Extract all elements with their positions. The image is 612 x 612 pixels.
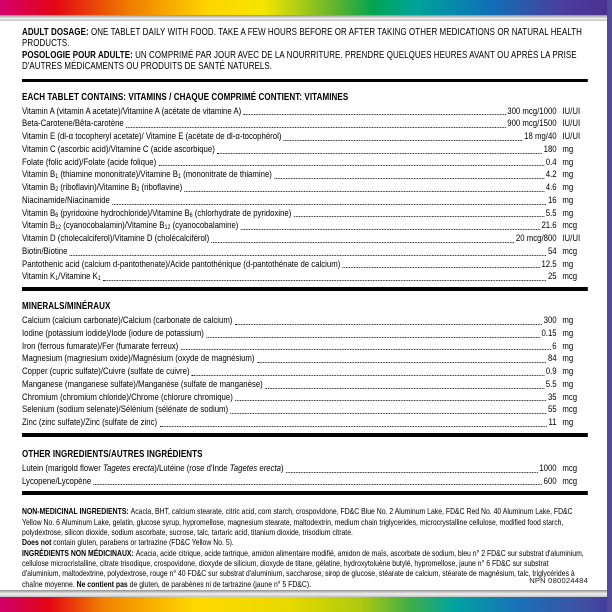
ingredient-value: 900 mcg/1500 xyxy=(507,118,557,130)
ingredient-row xyxy=(22,182,588,195)
ingredient-label: Vitamin $B_6$ (pyridoxine hydrochloride)/Vitamine $B_6$ (chlorhydrate de pyridoxine) xyxy=(22,207,292,219)
minerals-list xyxy=(22,315,588,430)
ingredient-row xyxy=(22,315,588,328)
ingredient-label: Copper (cupric sulfate)/Cuivre (sulfate de cuivre) xyxy=(22,366,190,378)
ingredient-unit: mg xyxy=(562,327,574,339)
ingredient-unit: mcg xyxy=(562,245,578,257)
non-medicinal-block xyxy=(22,506,588,589)
ingredient-value: 6 xyxy=(552,340,557,352)
dot-leader xyxy=(70,255,546,256)
dot-leader xyxy=(231,413,547,414)
non-medicinal-text: Ne contient pas xyxy=(76,578,128,589)
ingredient-row xyxy=(22,208,588,221)
ingredient-value: 5.5 xyxy=(545,378,557,390)
spine-stripe xyxy=(607,0,612,612)
ingredient-label: Chromium (chromium chloride)/Chrome (chlorure chromique) xyxy=(22,391,233,403)
vitamins-heading: EACH TABLET CONTAINS: VITAMINS / CHAQUE COMPRIMÉ CONTIENT: VITAMINES xyxy=(22,91,349,103)
ingredient-row xyxy=(22,476,588,489)
ingredient-row xyxy=(22,246,588,259)
ingredient-unit: mg xyxy=(562,143,574,155)
dot-leader xyxy=(235,400,546,401)
ingredient-unit: mcg xyxy=(562,475,578,487)
rainbow-bar-top xyxy=(0,0,612,15)
ingredient-label: Vitamin $K_1$/Vitamine $K_1$ xyxy=(22,271,101,283)
non-medicinal-paragraph xyxy=(22,506,588,537)
non-medicinal-text: Acacia, BHT, calcium stearate, citric acid, corn starch, crospovidone, FD&C Blue No. 2 Aluminum Lake, FD&C Red No. 40 Aluminum Lake, FD&C Yellow No. 6 Aluminum Lake, gelatin, glucose syrup, hypromellose, magnesium stearate, maltodextrin, medium chain triglycerides, microcrystalline cellulose, modified food starch, polydextrose, silicon dioxide, sodium ascorbate, sucrose, talc, tartaric acid, titanium dioxide, trisodium citrate. xyxy=(22,506,573,538)
ingredient-row xyxy=(22,463,588,476)
dot-leader xyxy=(241,229,540,230)
ingredient-row xyxy=(22,220,588,233)
ingredient-unit: mg xyxy=(562,156,574,168)
label-content xyxy=(22,27,588,589)
other-ingredients-list xyxy=(22,463,588,489)
dot-leader xyxy=(206,337,539,338)
ingredient-unit: mcg xyxy=(562,271,578,283)
dot-leader xyxy=(192,375,544,376)
ingredient-unit: IU/UI xyxy=(562,131,581,143)
vitamins-list xyxy=(22,106,588,285)
ingredient-row xyxy=(22,106,588,119)
ingredient-row xyxy=(22,404,588,417)
ingredient-unit: mg xyxy=(562,194,574,206)
ingredient-row xyxy=(22,366,588,379)
dot-leader xyxy=(343,267,540,268)
ingredient-value: 300 mcg/1000 xyxy=(507,105,557,117)
silver-bar-top xyxy=(0,15,612,21)
ingredient-row xyxy=(22,233,588,246)
ingredient-row xyxy=(22,271,588,284)
ingredient-label: Lutein (marigold flower Tagetes erecta)/Lutéine (rose d'Inde Tagetes erecta) xyxy=(22,462,284,474)
ingredient-row xyxy=(22,341,588,354)
ingredient-unit: mg xyxy=(562,366,574,378)
ingredient-value: 20 mcg/800 xyxy=(515,233,557,245)
ingredient-value: 300 xyxy=(543,315,557,327)
ingredient-label: Biotin/Biotine xyxy=(22,245,68,257)
dot-leader xyxy=(286,472,538,473)
non-medicinal-paragraph xyxy=(22,537,588,547)
ingredient-unit: mcg xyxy=(562,462,578,474)
ingredient-row xyxy=(22,417,588,430)
ingredient-row xyxy=(22,118,588,131)
ingredient-unit: mcg xyxy=(562,404,578,416)
ingredient-value: 4.6 xyxy=(545,182,557,194)
ingredient-row xyxy=(22,157,588,170)
dot-leader xyxy=(212,242,515,243)
ingredient-row xyxy=(22,131,588,144)
ingredient-value: 18 mg/40 xyxy=(524,131,557,143)
dot-leader xyxy=(274,178,544,179)
ingredient-value: 11 xyxy=(548,417,557,429)
ingredient-value: 0.4 xyxy=(545,156,557,168)
ingredient-label: Lycopene/Lycopène xyxy=(22,475,92,487)
ingredient-row xyxy=(22,144,588,157)
dot-leader xyxy=(265,388,544,389)
section-divider xyxy=(22,287,588,291)
ingredient-value: 35 xyxy=(547,391,557,403)
ingredient-value: 1000 xyxy=(539,462,557,474)
ingredient-value: 16 xyxy=(547,194,557,206)
ingredient-value: 0.9 xyxy=(545,366,557,378)
dot-leader xyxy=(217,153,542,154)
ingredient-value: 4.2 xyxy=(545,169,557,181)
ingredient-row xyxy=(22,169,588,182)
ingredient-value: 25 xyxy=(547,271,557,283)
dot-leader xyxy=(159,165,544,166)
ingredient-value: 12.5 xyxy=(541,258,557,270)
dot-leader xyxy=(294,216,544,217)
adult-dosage-en-text: ONE TABLET DAILY WITH FOOD. TAKE A FEW HOURS BEFORE OR AFTER TAKING OTHER MEDICATIONS OR NATURAL HEALTH PRODUCTS. xyxy=(22,27,582,50)
non-medicinal-text: contain gluten, parabens or tartrazine (FD&C Yellow No. 5). xyxy=(51,537,234,548)
ingredient-label: Folate (folic acid)/Folate (acide folique) xyxy=(22,156,157,168)
rainbow-bar-bottom xyxy=(0,597,612,612)
adult-dosage-en-label: ADULT DOSAGE: xyxy=(22,27,91,38)
dot-leader xyxy=(257,362,546,363)
non-medicinal-text: NON-MEDICINAL INGREDIENTS: xyxy=(22,506,131,517)
ingredient-unit: IU/UI xyxy=(562,233,581,245)
ingredient-row xyxy=(22,195,588,208)
ingredient-unit: mg xyxy=(562,207,574,219)
dot-leader xyxy=(160,426,547,427)
ingredient-value: 0.15 xyxy=(541,327,557,339)
non-medicinal-text: Does not xyxy=(22,537,52,548)
adult-dosage-en xyxy=(22,27,588,50)
ingredient-label: Pantothenic acid (calcium d-pantothenate)/Acide pantothénique (d-pantothénate de calcium) xyxy=(22,258,341,270)
ingredient-label: Manganese (manganese sulfate)/Manganèse (sulfate de manganèse) xyxy=(22,378,263,390)
ingredient-label: Vitamin E (dl-α tocopheryl acetate)/ Vitamine E (acétate de dl-α-tocophérol) xyxy=(22,131,282,143)
dot-leader xyxy=(126,127,505,128)
adult-dosage-fr-label: POSOLOGIE POUR ADULTE: xyxy=(22,49,136,61)
ingredient-label: Niacinamide/Niacinamide xyxy=(22,194,110,206)
dot-leader xyxy=(103,280,546,281)
ingredient-label: Iron (ferrous fumarate)/Fer (fumarate ferreux) xyxy=(22,340,179,352)
adult-dosage-fr-text: UN COMPRIMÉ PAR JOUR AVEC DE LA NOURRITURE. PRENDRE QUELQUES HEURES AVANT OU APRÈS LA PRISE D'AUTRES MÉDICAMENTS OU PRODUITS DE SANTÉ NATURELS. xyxy=(22,49,577,73)
section-divider xyxy=(22,433,588,437)
dot-leader xyxy=(244,114,506,115)
ingredient-label: Vitamin $B_1$ (thiamine mononitrate)/Vitamine $B_1$ (mononitrate de thiamine) xyxy=(22,169,272,181)
non-medicinal-paragraph xyxy=(22,548,588,589)
dot-leader xyxy=(235,324,542,325)
ingredient-unit: mcg xyxy=(562,391,578,403)
ingredient-label: Vitamin $B_{12}$ (cyanocobalamin)/Vitamine $B_{12}$ (cyanocobalamine) xyxy=(22,220,239,232)
ingredient-unit: mg xyxy=(562,315,574,327)
dot-leader xyxy=(94,484,542,485)
dot-leader xyxy=(284,140,523,141)
ingredient-row xyxy=(22,379,588,392)
other-ingredients-heading: OTHER INGREDIENTS/AUTRES INGRÉDIENTS xyxy=(22,448,203,460)
ingredient-label: Iodine (potassium iodide)/Iode (iodure de potassium) xyxy=(22,327,204,339)
ingredient-unit: mg xyxy=(562,378,574,390)
ingredient-value: 84 xyxy=(547,353,557,365)
section-divider xyxy=(22,79,588,82)
dot-leader xyxy=(181,349,551,350)
ingredient-row xyxy=(22,353,588,366)
ingredient-value: 180 xyxy=(543,143,557,155)
dot-leader xyxy=(185,191,544,192)
ingredient-unit: mcg xyxy=(562,220,578,232)
ingredient-label: Zinc (zinc sulfate)/Zinc (sulfate de zinc) xyxy=(22,417,158,429)
npn-number: NPN 080024484 xyxy=(529,576,588,585)
ingredient-unit: mg xyxy=(562,258,574,270)
ingredient-value: 55 xyxy=(547,404,557,416)
ingredient-label: Calcium (calcium carbonate)/Calcium (carbonate de calcium) xyxy=(22,315,233,327)
minerals-heading: MINERALS/MINÉRAUX xyxy=(22,301,111,313)
ingredient-label: Vitamin $B_2$ (riboflavin)/Vitamine $B_2$ (riboflavine) xyxy=(22,182,183,194)
ingredient-unit: IU/UI xyxy=(562,105,581,117)
ingredient-unit: IU/UI xyxy=(562,118,581,130)
ingredient-value: 600 xyxy=(543,475,557,487)
dot-leader xyxy=(112,204,546,205)
ingredient-label: Vitamin C (ascorbic acid)/Vitamine C (acide ascorbique) xyxy=(22,143,215,155)
ingredient-label: Selenium (sodium selenate)/Sélénium (sélénate de sodium) xyxy=(22,404,229,416)
ingredient-label: Vitamin A (vitamin A acetate)/Vitamine A (acétate de vitamine A) xyxy=(22,105,242,117)
adult-dosage-fr xyxy=(22,50,588,73)
ingredient-label: Beta-Carotene/Bêta-carotène xyxy=(22,118,124,130)
non-medicinal-text: Acacia, acide citrique, acide tartrique, amidon alimentaire modifié, amidon de maïs, ascorbate de sodium, bleu n° 2 FD&C sur substrat d'aluminium, cellulose microcristalline, citrate trisodique, crospovidone, dioxyde de silicium, dioxyde de titane, gélatine, hydroxytoluène butylé, hypromellose, jaune n° 6 FD&C sur substrat d'aluminium, maltodextrine, polydextrose, rouge n° 40 FD&C sur substrat d'aluminium, saccharose, sirop de glucose, stéarate de calcium, stéarate de magnésium, talc, triglycérides à chaîne moyenne. xyxy=(22,547,584,589)
section-divider xyxy=(22,491,588,495)
ingredient-unit: mg xyxy=(562,340,574,352)
ingredient-unit: mg xyxy=(562,417,574,429)
ingredient-label: Vitamin D (cholecalciferol)/Vitamine D (cholécalciférol) xyxy=(22,233,210,245)
silver-bar-bottom xyxy=(0,590,612,597)
ingredient-value: 21.6 xyxy=(541,220,557,232)
ingredient-row xyxy=(22,259,588,272)
ingredient-unit: mg xyxy=(562,182,574,194)
ingredient-unit: mg xyxy=(562,169,574,181)
ingredient-value: 5.5 xyxy=(545,207,557,219)
ingredient-row xyxy=(22,328,588,341)
ingredient-row xyxy=(22,392,588,405)
ingredient-label: Magnesium (magnesium oxide)/Magnésium (oxyde de magnésium) xyxy=(22,353,255,365)
non-medicinal-text: de gluten, de parabènes ni de tartrazine (jaune n° 5 FD&C). xyxy=(127,578,312,589)
ingredient-value: 54 xyxy=(547,245,557,257)
non-medicinal-text: INGRÉDIENTS NON MÉDICINAUX: xyxy=(22,547,136,558)
ingredient-unit: mg xyxy=(562,353,574,365)
